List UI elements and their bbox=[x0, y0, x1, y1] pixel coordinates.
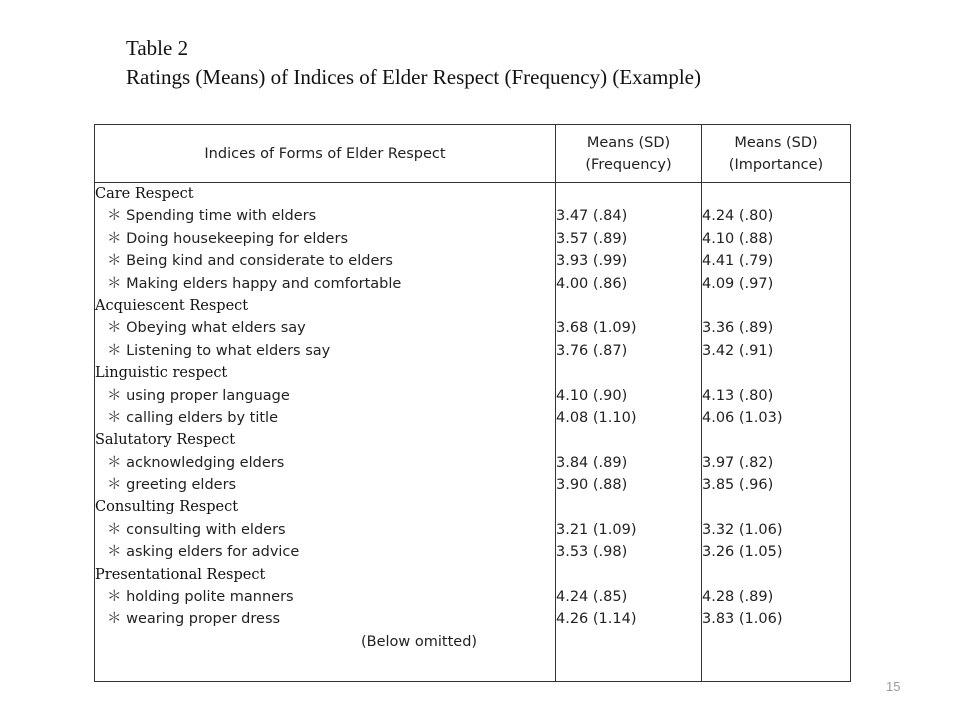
header-frequency bbox=[556, 125, 702, 183]
header-row bbox=[95, 125, 851, 183]
index-item-label: ＊ using proper language bbox=[107, 387, 290, 404]
frequency-value: 3.84 (.89) bbox=[556, 454, 628, 471]
importance-value: 3.32 (1.06) bbox=[702, 521, 783, 538]
frequency-value: 4.26 (1.14) bbox=[556, 611, 637, 628]
index-item-label: ＊ Spending time with elders bbox=[107, 208, 317, 225]
frequency-value: 3.93 (.99) bbox=[556, 253, 628, 270]
category-label: Acquiescent Respect bbox=[95, 297, 249, 314]
frequency-value bbox=[556, 496, 701, 518]
frequency-value bbox=[556, 362, 701, 384]
importance-value: 3.97 (.82) bbox=[702, 454, 774, 471]
category-label: Care Respect bbox=[95, 186, 194, 202]
importance-value: 4.09 (.97) bbox=[702, 275, 774, 292]
frequency-value: 3.90 (.88) bbox=[556, 477, 628, 494]
header-indices-label: Indices of Forms of Elder Respect bbox=[204, 145, 446, 162]
importance-value bbox=[702, 564, 850, 586]
index-item-label: ＊ greeting elders bbox=[107, 477, 237, 494]
importance-column bbox=[702, 183, 851, 682]
index-item-label: ＊ Doing housekeeping for elders bbox=[107, 230, 348, 247]
importance-value: 3.85 (.96) bbox=[702, 477, 774, 494]
frequency-value: 3.76 (.87) bbox=[556, 342, 628, 359]
importance-value: 4.13 (.80) bbox=[702, 387, 774, 404]
omitted-note: (Below omitted) bbox=[361, 633, 478, 650]
frequency-value: 4.08 (1.10) bbox=[556, 409, 637, 426]
body-row bbox=[95, 183, 851, 682]
frequency-value: 3.57 (.89) bbox=[556, 230, 628, 247]
frequency-value: 3.47 (.84) bbox=[556, 208, 628, 225]
importance-value: 3.42 (.91) bbox=[702, 342, 774, 359]
importance-value bbox=[702, 429, 850, 451]
frequency-value: 4.10 (.90) bbox=[556, 387, 628, 404]
importance-value: 4.28 (.89) bbox=[702, 589, 774, 606]
index-item-label: ＊ acknowledging elders bbox=[107, 454, 285, 471]
importance-value: 3.26 (1.05) bbox=[702, 544, 783, 561]
index-item-label: ＊ asking elders for advice bbox=[107, 544, 300, 561]
importance-value: 4.06 (1.03) bbox=[702, 409, 783, 426]
frequency-value: 4.24 (.85) bbox=[556, 589, 628, 606]
index-item-label: ＊ Being kind and considerate to elders bbox=[107, 253, 393, 270]
index-item-label: ＊ Obeying what elders say bbox=[107, 320, 306, 337]
category-label: Presentational Respect bbox=[95, 566, 266, 583]
table-caption bbox=[126, 34, 701, 92]
frequency-value: 3.68 (1.09) bbox=[556, 320, 637, 337]
importance-value: 3.83 (1.06) bbox=[702, 611, 783, 628]
ratings-table bbox=[94, 124, 851, 682]
frequency-column bbox=[556, 183, 702, 682]
header-importance-line2: (Importance) bbox=[728, 156, 824, 173]
page-number: 15 bbox=[886, 679, 901, 694]
importance-value bbox=[702, 183, 850, 205]
table-label: Table 2 bbox=[126, 36, 189, 60]
index-item-label: ＊ holding polite manners bbox=[107, 589, 294, 606]
index-item-label: ＊ Making elders happy and comfortable bbox=[107, 275, 402, 292]
index-item-label: ＊ wearing proper dress bbox=[107, 611, 281, 628]
importance-value: 4.10 (.88) bbox=[702, 230, 774, 247]
index-item-label: ＊ consulting with elders bbox=[107, 521, 286, 538]
importance-value bbox=[702, 362, 850, 384]
importance-value: 3.36 (.89) bbox=[702, 320, 774, 337]
index-item-label: ＊ calling elders by title bbox=[107, 409, 278, 426]
frequency-value bbox=[556, 429, 701, 451]
importance-value bbox=[702, 295, 850, 317]
header-importance bbox=[702, 125, 851, 183]
indices-column bbox=[95, 183, 556, 682]
frequency-value: 4.00 (.86) bbox=[556, 275, 628, 292]
category-label: Linguistic respect bbox=[95, 365, 228, 382]
frequency-value bbox=[556, 183, 701, 205]
header-frequency-line2: (Frequency) bbox=[585, 156, 672, 173]
header-importance-line1: Means (SD) bbox=[734, 134, 818, 151]
importance-value: 4.41 (.79) bbox=[702, 253, 774, 270]
frequency-value: 3.21 (1.09) bbox=[556, 521, 637, 538]
category-label: Salutatory Respect bbox=[95, 432, 236, 449]
header-frequency-line1: Means (SD) bbox=[586, 134, 671, 151]
table-title: Ratings (Means) of Indices of Elder Respect (Frequency) (Example) bbox=[126, 65, 701, 89]
category-label: Consulting Respect bbox=[95, 499, 239, 516]
header-indices bbox=[95, 125, 556, 183]
frequency-value bbox=[556, 564, 701, 586]
importance-value bbox=[702, 496, 850, 518]
index-item-label: ＊ Listening to what elders say bbox=[107, 342, 331, 359]
importance-value: 4.24 (.80) bbox=[702, 208, 774, 225]
frequency-value: 3.53 (.98) bbox=[556, 544, 628, 561]
frequency-value bbox=[556, 295, 701, 317]
